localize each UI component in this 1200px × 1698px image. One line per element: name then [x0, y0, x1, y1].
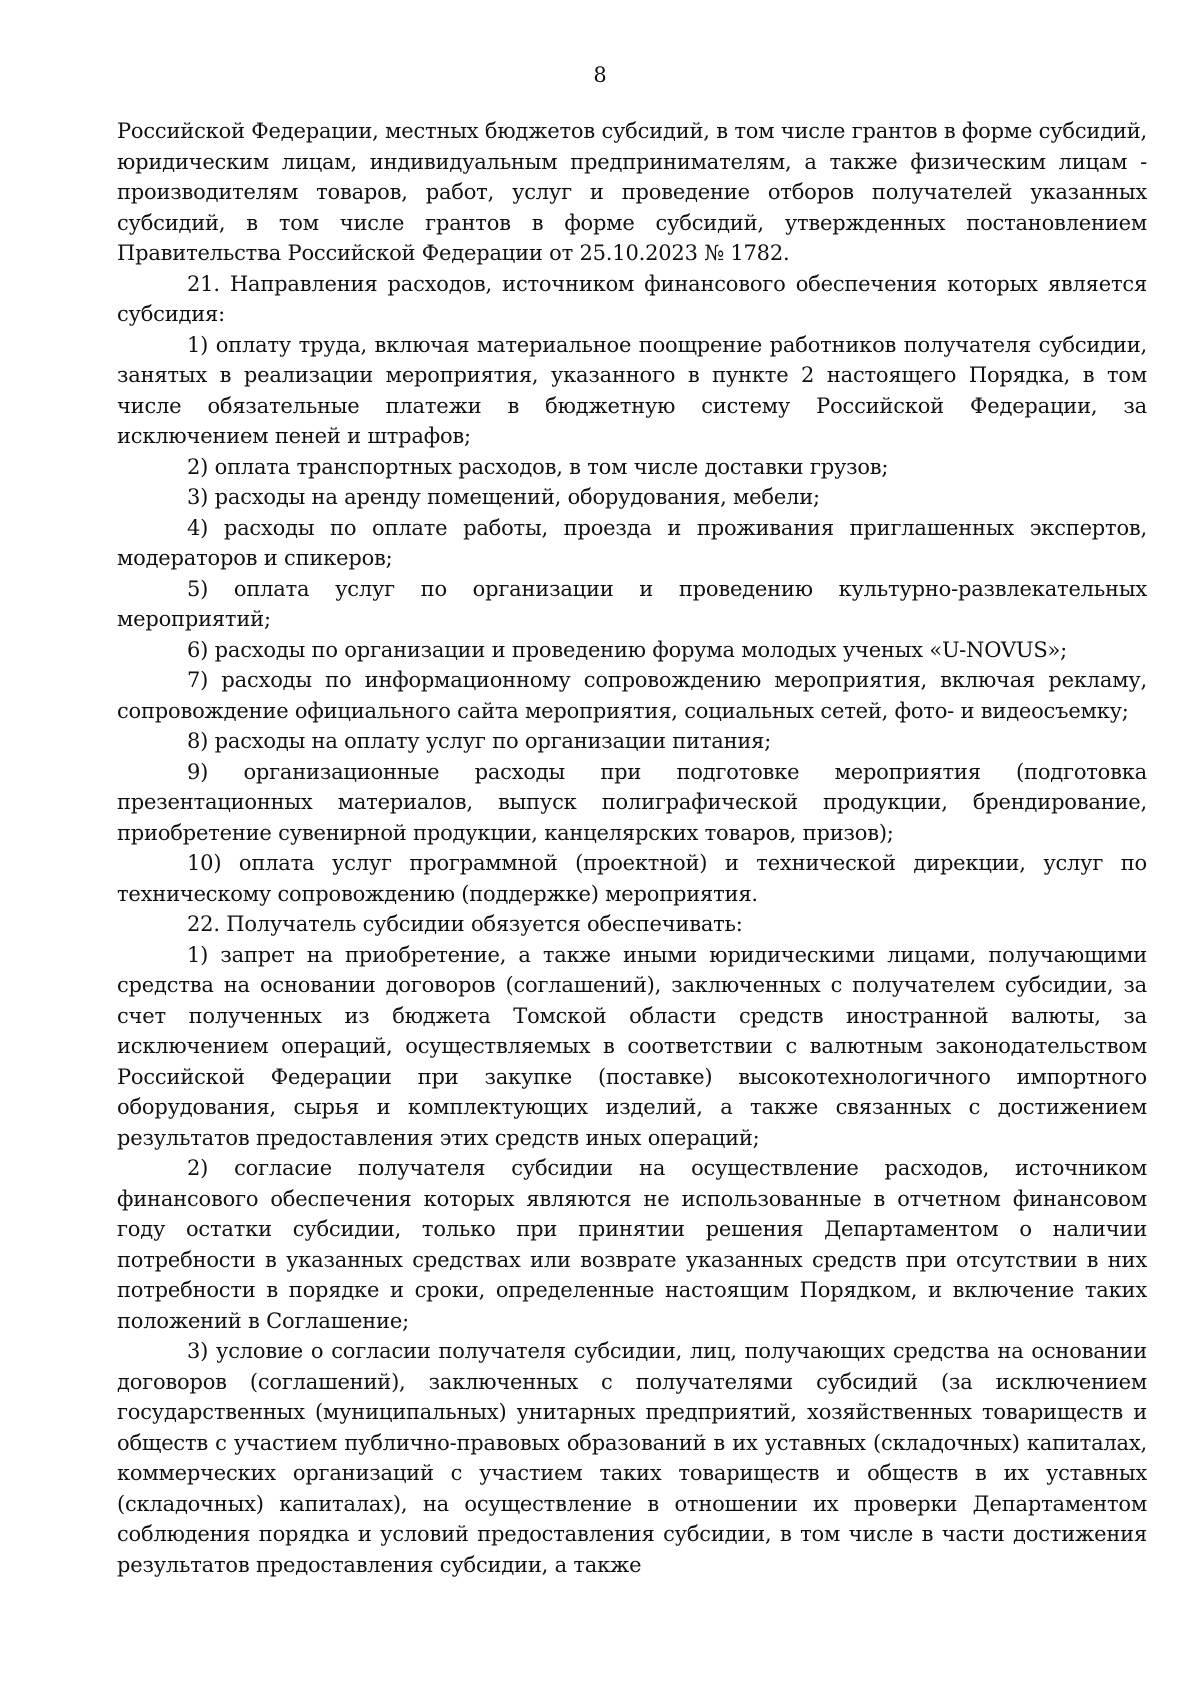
paragraph-item-22-3: 3) условие о согласии получателя субсидии, лиц, получающих средства на основании договоров (соглашений), заключенных с получателями субсидий (за исключением государственных (муниципальных) унитарных предприятий, хозяйственных товариществ и обществ с участием публично-правовых образований в их уставных (складочных) капиталах, коммерческих организаций с участием таких товариществ и обществ в их уставных (складочных) капиталах), на осуществление в отношении их проверки Департаментом соблюдения порядка и условий предоставления субсидии, в том числе в части достижения результатов предоставления субсидии, а также — [117, 1339, 1147, 1577]
paragraph-item-22: 22. Получатель субсидии обязуется обеспечивать: — [187, 912, 743, 936]
paragraph-item-21-7: 7) расходы по информационному сопровождению мероприятия, включая рекламу, сопровождение официального сайта мероприятия, социальных сетей, фото- и видеосъемку; — [117, 668, 1147, 723]
paragraph-item-21-8: 8) расходы на оплату услуг по организации питания; — [187, 729, 772, 753]
paragraph-item-21-9: 9) организационные расходы при подготовке мероприятия (подготовка презентационных материалов, выпуск полиграфической продукции, брендирование, приобретение сувенирной продукции, канцелярских товаров, призов); — [117, 759, 1147, 845]
paragraph-item-22-2: 2) согласие получателя субсидии на осуществление расходов, источником финансового обеспечения которых являются не использованные в отчетном финансовом году остатки субсидии, только при принятии решения Департаментом о наличии потребности в указанных средствах или возврате указанных средств при отсутствии в них потребности в порядке и сроки, определенные настоящим Порядком, и включение таких положений в Соглашение; — [117, 1156, 1147, 1333]
paragraph-item-21-10: 10) оплата услуг программной (проектной) и технической дирекции, услуг по техническому сопровождению (поддержке) мероприятия. — [117, 851, 1147, 906]
paragraph-item-21-6: 6) расходы по организации и проведению форума молодых ученых «U-NOVUS»; — [187, 637, 1068, 662]
document-body — [117, 116, 1147, 1580]
page-number: 8 — [593, 63, 607, 87]
paragraph-item-21: 21. Направления расходов, источником финансового обеспечения которых является субсидия: — [117, 271, 1147, 326]
paragraph-item-21-3: 3) расходы на аренду помещений, оборудования, мебели; — [187, 485, 820, 509]
paragraph-item-22-1: 1) запрет на приобретение, а также иными юридическими лицами, получающими средства на основании договоров (соглашений), заключенных с получателем субсидии, за счет полученных из бюджета Томской области средств иностранной валюты, за исключением операций, осуществляемых в соответствии с валютным законодательством Российской Федерации при закупке (поставке) высокотехнологичного импортного оборудования, сырья и комплектующих изделий, а также связанных с достижением результатов предоставления этих средств иных операций; — [117, 942, 1147, 1150]
paragraph-item-21-5: 5) оплата услуг по организации и проведению культурно-развлекательных мероприятий; — [117, 576, 1147, 631]
paragraph-item-21-2: 2) оплата транспортных расходов, в том числе доставки грузов; — [187, 454, 889, 479]
paragraph-item-21-1: 1) оплату труда, включая материальное поощрение работников получателя субсидии, занятых в реализации мероприятия, указанного в пункте 2 настоящего Порядка, в том числе обязательные платежи в бюджетную систему Российской Федерации, за исключением пеней и штрафов; — [117, 332, 1147, 448]
paragraph-continuation: Российской Федерации, местных бюджетов субсидий, в том числе грантов в форме субсидий, юридическим лицам, индивидуальным предпринимателям, а также физическим лицам - производителям товаров, работ, услуг и проведение отборов получателей указанных субсидий, в том числе грантов в форме субсидий, утвержденных постановлением Правительства Российской Федерации от 25.10.2023 № 1782. — [117, 119, 1147, 265]
paragraph-item-21-4: 4) расходы по оплате работы, проезда и проживания приглашенных экспертов, модераторов и спикеров; — [117, 515, 1147, 570]
